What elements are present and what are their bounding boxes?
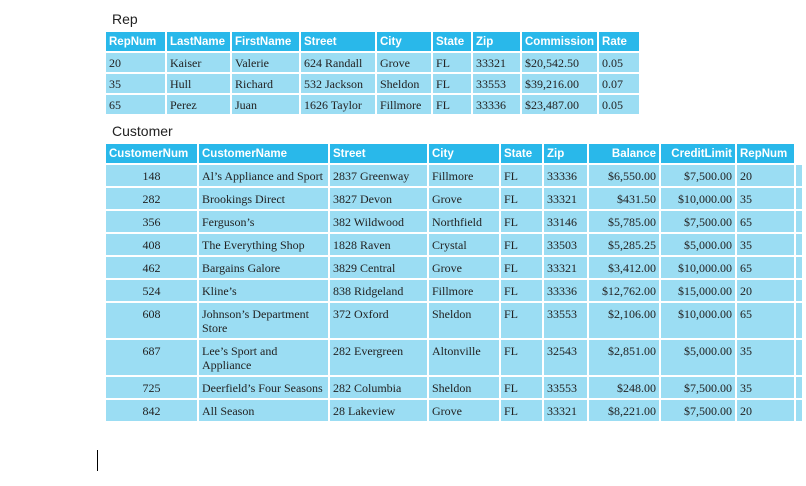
cell-zip: 33503 [544, 234, 589, 257]
header-spacer [796, 144, 804, 165]
table-row [106, 95, 641, 116]
table-row [106, 188, 804, 211]
cell-state: FL [501, 234, 544, 257]
cell-repnum: 20 [737, 165, 796, 188]
cell-street: 624 Randall [301, 53, 377, 74]
rep-header-row [106, 32, 641, 53]
cell-balance: $2,106.00 [589, 303, 661, 340]
row-spacer [796, 303, 804, 340]
cell-zip: 33336 [544, 165, 589, 188]
table-row [106, 74, 641, 95]
cell-zip: 33321 [544, 257, 589, 280]
cell-city: Crystal [429, 234, 501, 257]
cell-customernum: 524 [106, 280, 199, 303]
cell-state: FL [501, 211, 544, 234]
cell-repnum: 20 [737, 400, 796, 423]
cell-repnum: 35 [737, 340, 796, 377]
cell-commission: $20,542.50 [522, 53, 599, 74]
cell-creditlimit: $5,000.00 [661, 234, 737, 257]
cell-street: 3829 Central [330, 257, 429, 280]
cell-customername: Bargains Galore [199, 257, 330, 280]
cell-customernum: 608 [106, 303, 199, 340]
text-cursor [97, 450, 98, 471]
cell-rate: 0.05 [599, 53, 641, 74]
customer-header-row [106, 144, 804, 165]
cell-customername: The Everything Shop [199, 234, 330, 257]
rep-table-caption: Rep [112, 11, 138, 27]
cell-customername: Ferguson’s [199, 211, 330, 234]
cell-city: Sheldon [377, 74, 433, 95]
row-spacer [796, 234, 804, 257]
table-row [106, 53, 641, 74]
customer-table-body [106, 165, 804, 423]
column-header-zip: Zip [473, 32, 522, 53]
cell-balance: $6,550.00 [589, 165, 661, 188]
cell-city: Grove [429, 400, 501, 423]
cell-street: 1626 Taylor [301, 95, 377, 116]
cell-creditlimit: $7,500.00 [661, 377, 737, 400]
cell-creditlimit: $7,500.00 [661, 165, 737, 188]
column-header-firstname: FirstName [232, 32, 301, 53]
cell-customernum: 148 [106, 165, 199, 188]
table-row [106, 400, 804, 423]
table-row [106, 303, 804, 340]
cell-state: FL [433, 95, 473, 116]
cell-repnum: 65 [737, 303, 796, 340]
cell-state: FL [501, 188, 544, 211]
cell-creditlimit: $7,500.00 [661, 400, 737, 423]
row-spacer [796, 257, 804, 280]
cell-street: 532 Jackson [301, 74, 377, 95]
cell-city: Sheldon [429, 303, 501, 340]
cell-customername: Brookings Direct [199, 188, 330, 211]
cell-street: 282 Evergreen [330, 340, 429, 377]
cell-customernum: 687 [106, 340, 199, 377]
cell-customernum: 282 [106, 188, 199, 211]
cell-customername: Al’s Appliance and Sport [199, 165, 330, 188]
table-row [106, 234, 804, 257]
cell-customername: Johnson’s Department Store [199, 303, 330, 340]
cell-zip: 33553 [544, 303, 589, 340]
cell-street: 382 Wildwood [330, 211, 429, 234]
cell-street: 372 Oxford [330, 303, 429, 340]
cell-zip: 33146 [544, 211, 589, 234]
column-header-street: Street [301, 32, 377, 53]
row-spacer [796, 377, 804, 400]
cell-customernum: 725 [106, 377, 199, 400]
cell-street: 2837 Greenway [330, 165, 429, 188]
cell-street: 3827 Devon [330, 188, 429, 211]
cell-customernum: 356 [106, 211, 199, 234]
cell-balance: $3,412.00 [589, 257, 661, 280]
cell-balance: $12,762.00 [589, 280, 661, 303]
column-header-state: State [501, 144, 544, 165]
table-row [106, 257, 804, 280]
cell-street: 838 Ridgeland [330, 280, 429, 303]
cell-balance: $5,285.25 [589, 234, 661, 257]
cell-rate: 0.07 [599, 74, 641, 95]
column-header-customername: CustomerName [199, 144, 330, 165]
rep-table-body [106, 53, 641, 116]
cell-city: Grove [429, 188, 501, 211]
cell-state: FL [433, 74, 473, 95]
cell-street: 28 Lakeview [330, 400, 429, 423]
cell-repnum: 35 [737, 234, 796, 257]
column-header-city: City [429, 144, 501, 165]
column-header-lastname: LastName [167, 32, 232, 53]
cell-customernum: 408 [106, 234, 199, 257]
cell-zip: 33321 [473, 53, 522, 74]
cell-zip: 33321 [544, 400, 589, 423]
table-row [106, 165, 804, 188]
cell-firstname: Juan [232, 95, 301, 116]
column-header-repnum: RepNum [737, 144, 796, 165]
cell-city: Fillmore [377, 95, 433, 116]
row-spacer [796, 211, 804, 234]
cell-city: Fillmore [429, 165, 501, 188]
cell-state: FL [433, 53, 473, 74]
column-header-repnum: RepNum [106, 32, 167, 53]
cell-city: Grove [377, 53, 433, 74]
cell-balance: $8,221.00 [589, 400, 661, 423]
cell-creditlimit: $7,500.00 [661, 211, 737, 234]
row-spacer [796, 400, 804, 423]
cell-repnum: 35 [737, 188, 796, 211]
column-header-rate: Rate [599, 32, 641, 53]
row-spacer [796, 188, 804, 211]
cell-repnum: 20 [737, 280, 796, 303]
column-header-creditlimit: CreditLimit [661, 144, 737, 165]
cell-creditlimit: $10,000.00 [661, 188, 737, 211]
row-spacer [796, 280, 804, 303]
cell-zip: 33553 [473, 74, 522, 95]
table-row [106, 340, 804, 377]
row-spacer [796, 340, 804, 377]
customer-table-caption: Customer [112, 123, 173, 139]
cell-repnum: 65 [737, 211, 796, 234]
cell-balance: $431.50 [589, 188, 661, 211]
cell-city: Altonville [429, 340, 501, 377]
cell-commission: $23,487.00 [522, 95, 599, 116]
column-header-street: Street [330, 144, 429, 165]
column-header-commission: Commission [522, 32, 599, 53]
cell-firstname: Valerie [232, 53, 301, 74]
table-row [106, 280, 804, 303]
column-header-balance: Balance [589, 144, 661, 165]
cell-city: Fillmore [429, 280, 501, 303]
cell-state: FL [501, 303, 544, 340]
cell-state: FL [501, 377, 544, 400]
cell-customernum: 462 [106, 257, 199, 280]
cell-lastname: Perez [167, 95, 232, 116]
cell-creditlimit: $15,000.00 [661, 280, 737, 303]
column-header-city: City [377, 32, 433, 53]
cell-state: FL [501, 257, 544, 280]
row-spacer [796, 165, 804, 188]
cell-lastname: Kaiser [167, 53, 232, 74]
cell-city: Sheldon [429, 377, 501, 400]
cell-state: FL [501, 400, 544, 423]
cell-zip: 33336 [473, 95, 522, 116]
cell-state: FL [501, 280, 544, 303]
table-row [106, 211, 804, 234]
column-header-customernum: CustomerNum [106, 144, 199, 165]
cell-repnum: 65 [737, 257, 796, 280]
cell-customername: Deerfield’s Four Seasons [199, 377, 330, 400]
cell-balance: $5,785.00 [589, 211, 661, 234]
cell-city: Northfield [429, 211, 501, 234]
cell-state: FL [501, 340, 544, 377]
column-header-state: State [433, 32, 473, 53]
cell-repnum: 35 [106, 74, 167, 95]
cell-balance: $2,851.00 [589, 340, 661, 377]
cell-street: 1828 Raven [330, 234, 429, 257]
cell-repnum: 65 [106, 95, 167, 116]
cell-customername: Kline’s [199, 280, 330, 303]
cell-repnum: 20 [106, 53, 167, 74]
cell-customername: All Season [199, 400, 330, 423]
customer-table [106, 144, 804, 423]
cell-repnum: 35 [737, 377, 796, 400]
cell-street: 282 Columbia [330, 377, 429, 400]
cell-creditlimit: $10,000.00 [661, 257, 737, 280]
cell-city: Grove [429, 257, 501, 280]
cell-customernum: 842 [106, 400, 199, 423]
cell-commission: $39,216.00 [522, 74, 599, 95]
rep-table [106, 32, 641, 116]
column-header-zip: Zip [544, 144, 589, 165]
cell-customername: Lee’s Sport and Appliance [199, 340, 330, 377]
cell-zip: 33553 [544, 377, 589, 400]
cell-balance: $248.00 [589, 377, 661, 400]
cell-zip: 33321 [544, 188, 589, 211]
cell-zip: 32543 [544, 340, 589, 377]
cell-rate: 0.05 [599, 95, 641, 116]
cell-zip: 33336 [544, 280, 589, 303]
cell-creditlimit: $10,000.00 [661, 303, 737, 340]
cell-state: FL [501, 165, 544, 188]
cell-firstname: Richard [232, 74, 301, 95]
table-row [106, 377, 804, 400]
cell-creditlimit: $5,000.00 [661, 340, 737, 377]
cell-lastname: Hull [167, 74, 232, 95]
